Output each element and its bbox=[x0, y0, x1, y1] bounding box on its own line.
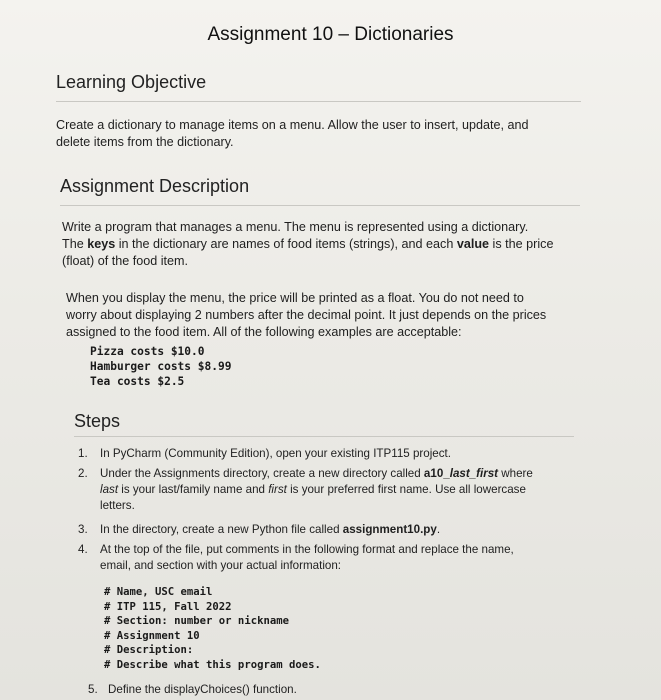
text-line: worry about displaying 2 numbers after the decimal point. It just depends on the prices bbox=[66, 308, 547, 322]
text-line: assigned to the food item. All of the following examples are acceptable: bbox=[66, 325, 462, 339]
code-line: Tea costs $2.5 bbox=[90, 375, 185, 388]
example-output-code bbox=[90, 344, 231, 389]
step-text: Under the Assignments directory, create a new directory called a10_last_first where last is your last/family name and first is your preferred first name. Use all lowercase letters. bbox=[100, 467, 533, 512]
code-line: # ITP 115, Fall 2022 bbox=[104, 600, 232, 613]
text-line: When you display the menu, the price will be printed as a float. You do not need to bbox=[66, 291, 524, 305]
text-line: Write a program that manages a menu. The menu is represented using a dictionary. bbox=[62, 220, 529, 234]
steps-heading: Steps bbox=[74, 411, 121, 431]
learning-objective-text bbox=[56, 117, 529, 151]
assignment-description-heading: Assignment Description bbox=[60, 176, 250, 196]
header-comment-code bbox=[104, 585, 321, 672]
code-line: # Section: number or nickname bbox=[104, 615, 289, 627]
step-number: 5. bbox=[88, 683, 98, 696]
code-line: # Description: bbox=[104, 644, 194, 656]
code-line: # Assignment 10 bbox=[104, 629, 200, 642]
page-title: Assignment 10 – Dictionaries bbox=[207, 24, 454, 45]
step-text: In the directory, create a new Python file called assignment10.py. bbox=[100, 523, 441, 536]
code-line: Pizza costs $10.0 bbox=[90, 345, 205, 358]
code-line: # Describe what this program does. bbox=[104, 658, 321, 671]
section-divider bbox=[60, 205, 580, 206]
text-line: The keys in the dictionary are names of food items (strings), and each value is the price bbox=[62, 237, 554, 251]
step-text: At the top of the file, put comments in the following format and replace the name, email, and section with your actual information: bbox=[100, 543, 514, 572]
code-line: # Name, USC email bbox=[104, 586, 213, 598]
learning-objective-heading: Learning Objective bbox=[56, 72, 207, 92]
text-line: delete items from the dictionary. bbox=[56, 135, 234, 149]
description-paragraph-2 bbox=[66, 290, 546, 341]
text-line: (float) of the food item. bbox=[62, 254, 188, 268]
step-text: Define the displayChoices() function. bbox=[108, 683, 297, 696]
section-divider bbox=[56, 101, 581, 102]
code-line: Hamburger costs $8.99 bbox=[90, 360, 232, 373]
step-text: In PyCharm (Community Edition), open your existing ITP115 project. bbox=[100, 447, 451, 460]
description-paragraph-1 bbox=[62, 219, 553, 270]
section-divider bbox=[74, 436, 574, 437]
step-number: 2. bbox=[78, 467, 88, 480]
step-number: 3. bbox=[78, 523, 88, 536]
text-line: Create a dictionary to manage items on a menu. Allow the user to insert, update, and bbox=[56, 118, 529, 132]
step-number: 1. bbox=[78, 447, 88, 460]
step-number: 4. bbox=[78, 543, 88, 556]
